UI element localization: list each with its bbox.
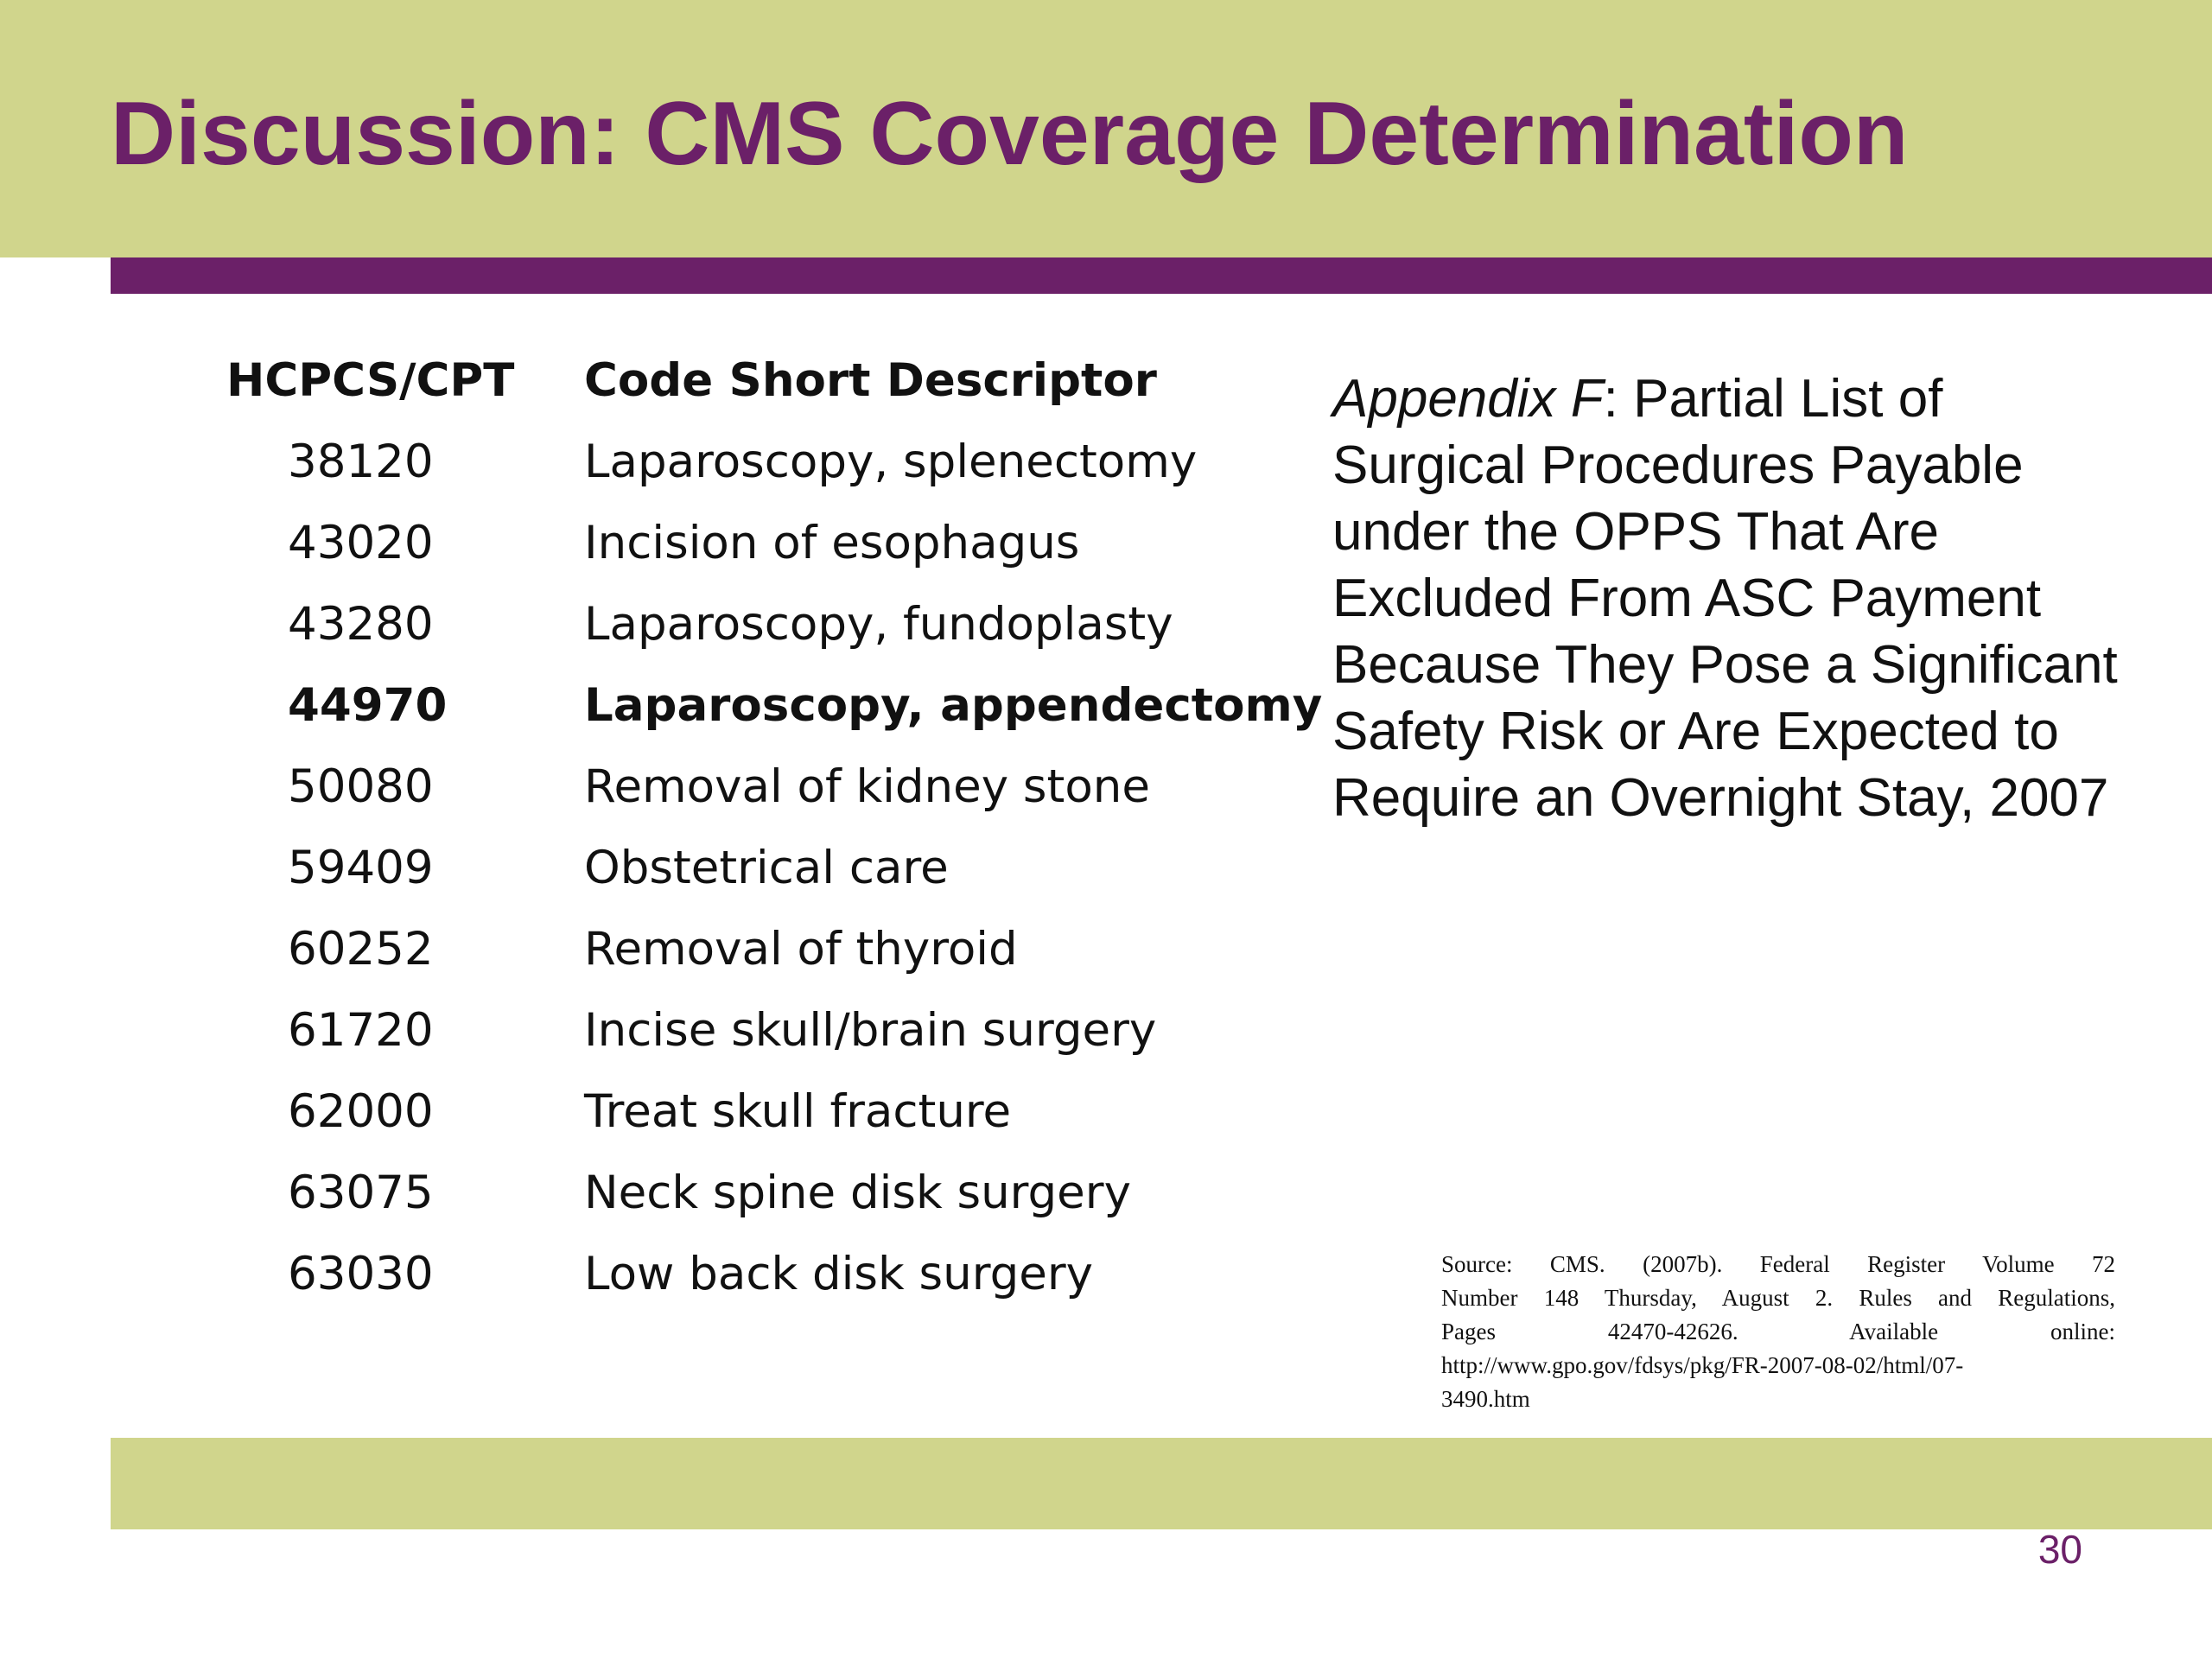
procedure-code-table <box>0 0 1323 1382</box>
procedure-code: 38120 <box>288 435 434 488</box>
procedure-descriptor: Laparoscopy, appendectomy <box>584 679 1323 732</box>
appendix-caption-line: Surgical Procedures Payable <box>1332 435 2024 495</box>
source-line: Pages 42470-42626. Available online: <box>1441 1319 2115 1344</box>
appendix-caption-line: Because They Pose a Significant <box>1332 635 2118 695</box>
procedure-code: 63030 <box>288 1248 434 1300</box>
procedure-code: 43280 <box>288 598 434 651</box>
table-header-descriptor: Code Short Descriptor <box>584 354 1157 407</box>
procedure-code: 43020 <box>288 517 434 569</box>
appendix-caption-line: Excluded From ASC Payment <box>1332 569 2042 628</box>
slide-title: Discussion: CMS Coverage Determination <box>111 84 1909 184</box>
procedure-code: 60252 <box>288 923 434 976</box>
source-url-line: 3490.htm <box>1441 1386 1530 1412</box>
procedure-descriptor: Low back disk surgery <box>584 1248 1094 1300</box>
procedure-code: 50080 <box>288 760 434 813</box>
procedure-descriptor: Neck spine disk surgery <box>584 1166 1131 1219</box>
page-number: 30 <box>2037 1527 2082 1572</box>
appendix-caption <box>1332 365 2196 831</box>
appendix-label: Appendix F <box>1332 369 1604 429</box>
appendix-caption-line: Require an Overnight Stay, 2007 <box>1332 768 2109 828</box>
procedure-descriptor: Removal of kidney stone <box>584 760 1150 813</box>
source-line: Number 148 Thursday, August 2. Rules and Regulations, <box>1441 1285 2115 1311</box>
procedure-descriptor: Removal of thyroid <box>584 923 1018 976</box>
procedure-descriptor: Obstetrical care <box>584 842 949 894</box>
procedure-descriptor: Laparoscopy, splenectomy <box>584 435 1198 488</box>
procedure-descriptor: Incise skull/brain surgery <box>584 1004 1157 1057</box>
procedure-code: 44970 <box>288 679 448 732</box>
procedure-descriptor: Treat skull fracture <box>584 1085 1012 1138</box>
appendix-caption-line: Appendix F: Partial List of <box>1332 369 1943 429</box>
source-url-line: http://www.gpo.gov/fdsys/pkg/FR-2007-08-02/html/07- <box>1441 1352 1964 1378</box>
procedure-code: 63075 <box>288 1166 434 1219</box>
table-header-code: HCPCS/CPT <box>226 354 515 407</box>
procedure-code: 59409 <box>288 842 434 894</box>
procedure-code: 61720 <box>288 1004 434 1057</box>
appendix-caption-line: Safety Risk or Are Expected to <box>1332 702 2059 761</box>
procedure-descriptor: Laparoscopy, fundoplasty <box>584 598 1173 651</box>
procedure-descriptor: Incision of esophagus <box>584 517 1080 569</box>
source-line: Source: CMS. (2007b). Federal Register Volume 72 <box>1441 1251 2115 1277</box>
appendix-caption-line: under the OPPS That Are <box>1332 502 1939 562</box>
source-citation <box>1441 1248 2115 1416</box>
footer-band <box>111 1438 2212 1529</box>
procedure-code: 62000 <box>288 1085 434 1138</box>
